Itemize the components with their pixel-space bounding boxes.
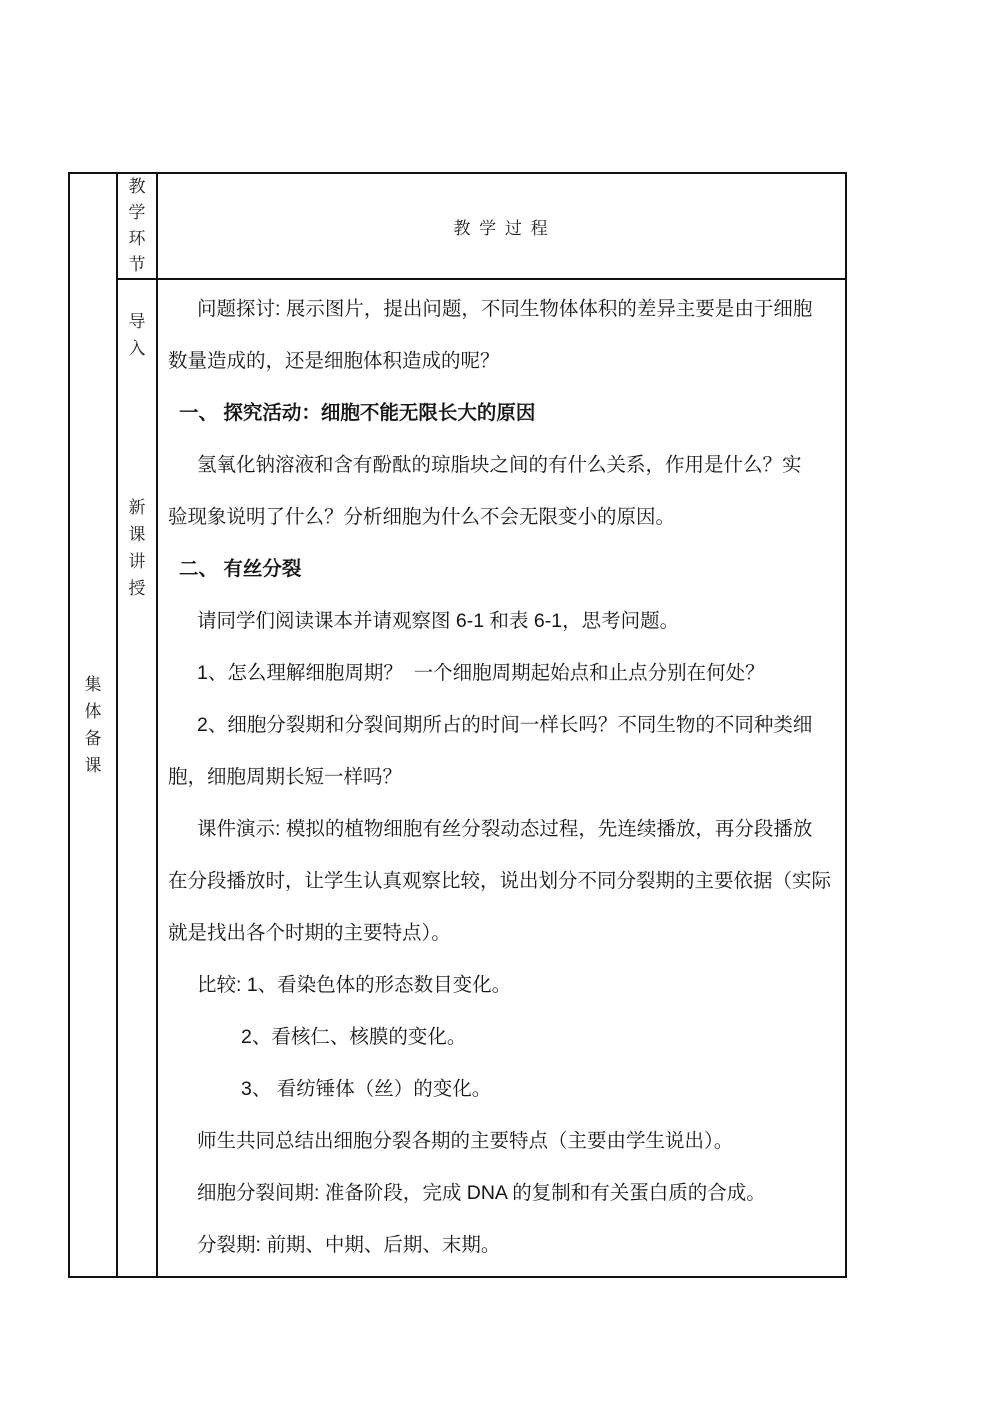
stage-column-body [118,280,158,1276]
content-line: 数量造成的，还是细胞体积造成的呢？ [168,350,500,372]
content-line: 胞，细胞周期长短一样吗？ [168,766,403,788]
stage-new-lesson-label: 新课讲授 [128,498,146,598]
group-prep-label: 集体备课 [84,675,102,775]
content-line: 在分段播放时，让学生认真观察比较，说出划分不同分裂期的主要依据（实际 [168,870,832,892]
stage-column-header-label: 教学环节 [128,177,146,274]
content-line: 2、看核仁、核膜的变化。 [241,1026,467,1048]
content-line: 师生共同总结出细胞分裂各期的主要特点（主要由学生说出）。 [197,1130,734,1152]
process-column-header-label: 教 学 过 程 [453,218,550,238]
content-line: 3、 看纺锤体（丝）的变化。 [241,1078,492,1100]
content-line: 就是找出各个时期的主要特点）。 [168,922,451,944]
lesson-plan-table [68,172,847,1278]
content-line-heading-2: 二、 有丝分裂 [179,558,302,580]
content-line: 课件演示: 模拟的植物细胞有丝分裂动态过程，先连续播放，再分段播放 [197,818,813,840]
stage-column-header [118,174,158,280]
content-line: 细胞分裂间期: 准备阶段，完成 DNA 的复制和有关蛋白质的合成。 [197,1182,766,1204]
content-line: 分裂期: 前期、中期、后期、末期。 [197,1234,501,1256]
content-line: 请同学们阅读课本并请观察图 6-1 和表 6-1，思考问题。 [197,610,680,632]
content-line-heading-1: 一、 探究活动：细胞不能无限长大的原因 [179,402,536,424]
stage-intro-label: 导入 [128,312,146,358]
side-column-group-prep [70,174,118,1276]
content-line: 问题探讨: 展示图片，提出问题，不同生物体体积的差异主要是由于细胞 [197,298,813,320]
content-line: 验现象说明了什么？分析细胞为什么不会无限变小的原因。 [168,506,676,528]
content-line: 1、怎么理解细胞周期？ 一个细胞周期起始点和止点分别在何处？ [197,662,765,684]
content-line: 氢氧化钠溶液和含有酚酞的琼脂块之间的有什么关系，作用是什么？实 [197,454,802,476]
content-line: 比较: 1、看染色体的形态数目变化。 [197,974,512,996]
teaching-process-content [158,280,845,1276]
content-line: 2、细胞分裂期和分裂间期所占的时间一样长吗？不同生物的不同种类细 [197,714,813,736]
process-column-header [158,174,845,280]
